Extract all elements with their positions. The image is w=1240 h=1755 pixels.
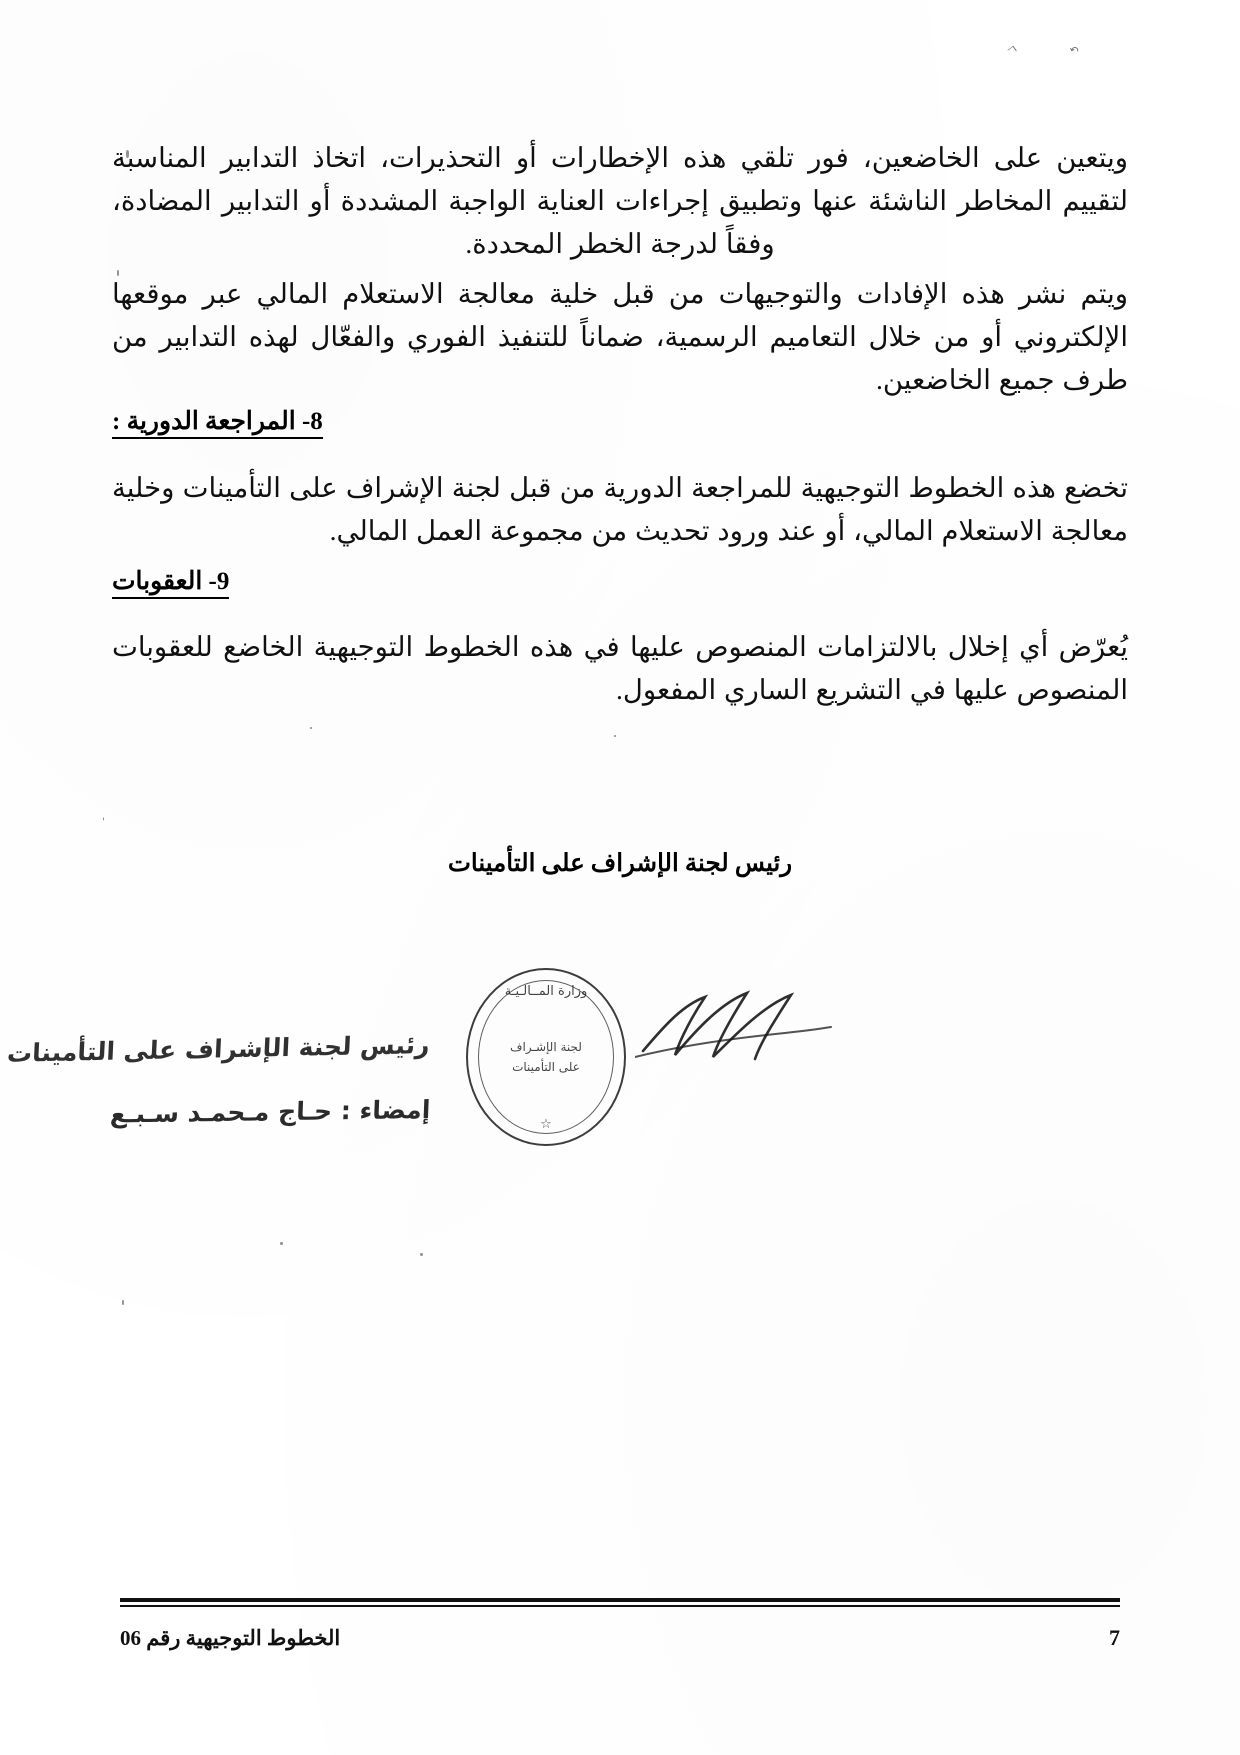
scan-artifact: ˊ — [99, 814, 114, 829]
section-heading-8-text: 8- المراجعة الدورية : — [112, 408, 323, 439]
section-heading-9-text: 9- العقوبات — [112, 568, 229, 599]
footer-page-number: 7 — [1109, 1625, 1120, 1650]
signature-title: رئيس لجنة الإشراف على التأمينات — [447, 850, 793, 877]
footer-rule-thin — [120, 1605, 1120, 1607]
stamp-star-icon: ☆ — [540, 1117, 552, 1132]
scan-artifact — [122, 1300, 124, 1305]
handwritten-title: رئيس لجنة الإشراف على التأمينات — [6, 1029, 431, 1068]
handwritten-signature: إمضاء : حـاج مـحمـد سـبـع — [109, 1094, 431, 1129]
footer-rule-thick — [120, 1598, 1120, 1602]
scan-artifact — [614, 735, 616, 737]
pen-scribble-icon — [635, 985, 835, 1065]
signature-title-row — [112, 848, 1128, 878]
stamp-middle-text-2: على التأمينات — [512, 1060, 580, 1074]
scan-artifact — [310, 727, 312, 729]
section-heading-9 — [112, 565, 1128, 599]
paragraph-4: يُعرّض أي إخلال بالالتزامات المنصوص عليها في هذه الخطوط التوجيهية الخاضع للعقوبات المنصوص عليها في التشريع الساري المفعول. — [112, 631, 1128, 705]
footer — [120, 1625, 1120, 1651]
stamp-top-text: وزارة المــالـيـة — [504, 984, 588, 999]
scan-artifact — [280, 1242, 283, 1245]
scan-artifact: ↶ — [1067, 43, 1081, 59]
section-heading-8 — [112, 405, 1128, 439]
footer-document-label: الخطوط التوجيهية رقم 06 — [120, 1626, 341, 1650]
stamp-inner-ring — [478, 980, 614, 1134]
scan-artifact — [420, 1253, 423, 1256]
paragraph-2: ويتم نشر هذه الإفادات والتوجيهات من قبل خلية معالجة الاستعلام المالي عبر موقعها الإلكتروني أو من خلال التعاميم الرسمية، ضماناً للتنفيذ الفوري والفعّال لهذه التدابير من طرف جميع الخاضعين. — [112, 278, 1128, 395]
scan-artifact: ㄱ — [1002, 40, 1022, 61]
footer-divider — [120, 1598, 1120, 1607]
paragraph-1: ويتعين على الخاضعين، فور تلقي هذه الإخطارات أو التحذيرات، اتخاذ التدابير المناسبة لتقييم المخاطر الناشئة عنها وتطبيق إجراءات العناية الواجبة المشددة أو التدابير المضادة، وفقاً لدرجة الخطر المحددة. — [112, 142, 1128, 259]
official-stamp — [466, 968, 626, 1146]
stamp-middle-text-1: لجنة الإشـراف — [510, 1040, 582, 1054]
paragraph-3: تخضع هذه الخطوط التوجيهية للمراجعة الدورية من قبل لجنة الإشراف على التأمينات وخلية معالجة الاستعلام المالي، أو عند ورود تحديث من مجموعة العمل المالي. — [112, 472, 1128, 546]
